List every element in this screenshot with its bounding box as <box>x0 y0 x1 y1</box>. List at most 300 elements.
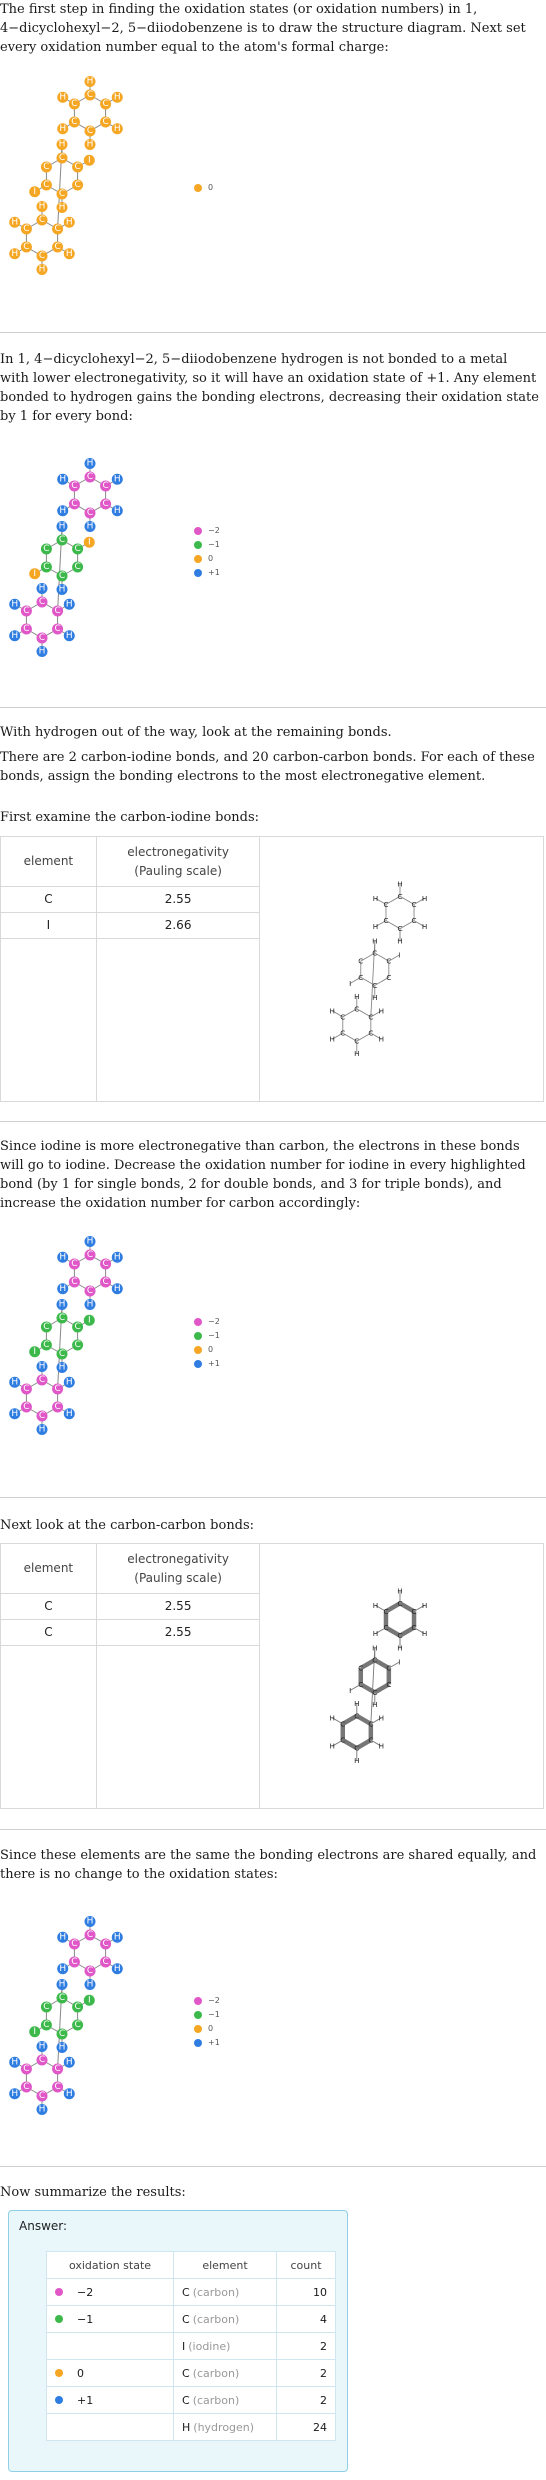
header-element: element <box>1 837 97 887</box>
atom <box>72 1322 83 1333</box>
ci-element: C <box>1 887 97 913</box>
atom-label: H <box>329 1713 336 1723</box>
svg-text:H: H <box>65 599 73 610</box>
atom <box>41 1322 52 1333</box>
legend-dot-minus1 <box>194 1332 202 1340</box>
structure-diagram-initial <box>0 58 160 308</box>
atom <box>9 599 20 610</box>
atom <box>64 1377 75 1388</box>
element-symbol: C <box>182 2285 190 2299</box>
svg-text:C: C <box>38 597 46 607</box>
electronegativity-table-ci <box>0 836 544 1102</box>
remaining-text-2: There are 2 carbon-iodine bonds, and 20 carbon-carbon bonds. For each of these bonds, assign the bonding electrons to the most electronegative element. <box>0 750 535 784</box>
atom <box>57 2042 68 2053</box>
atom-label: H <box>354 992 360 1002</box>
answer-state <box>47 2360 174 2387</box>
svg-text:C: C <box>58 1349 66 1359</box>
svg-text:H: H <box>86 1299 94 1310</box>
atom-label: C <box>397 891 403 901</box>
answer-row <box>47 2333 336 2360</box>
hydrogen-text: In 1, 4−dicyclohexyl−2, 5−diiodobenzene hydrogen is not bonded to a metal with lower electronegativity, so it will have an oxidation state of +1. Any element bonded to hydrogen gains the bonding electrons, decreasing their oxidation state by 1 for every bond: <box>0 352 539 424</box>
svg-text:C: C <box>71 481 78 491</box>
atom <box>69 1957 80 1968</box>
atom <box>21 2082 32 2093</box>
answer-title: Answer: <box>19 2219 68 2233</box>
answer-box <box>8 2210 348 2472</box>
svg-text:H: H <box>65 2088 73 2099</box>
state-dot <box>55 2396 63 2404</box>
atom <box>57 139 68 150</box>
legend-label: −1 <box>208 2010 220 2019</box>
svg-text:H: H <box>113 1252 121 1263</box>
svg-text:C: C <box>23 1402 30 1412</box>
svg-text:C: C <box>54 1384 61 1394</box>
atom <box>57 1979 68 1990</box>
atom <box>112 123 123 134</box>
answer-state <box>47 2333 174 2360</box>
element-name: (hydrogen) <box>193 2420 255 2434</box>
svg-text:H: H <box>11 217 19 228</box>
atom-label: C <box>383 1606 389 1616</box>
atom <box>69 1259 80 1270</box>
atom <box>84 1315 95 1326</box>
answer-row <box>47 2414 336 2441</box>
atom <box>57 1252 68 1263</box>
atom <box>57 474 68 485</box>
answer-row <box>47 2279 336 2306</box>
atom-label: C <box>354 1743 360 1753</box>
atom <box>72 180 83 191</box>
atom <box>100 1277 111 1288</box>
svg-text:H: H <box>11 630 19 641</box>
atom <box>64 248 75 259</box>
svg-text:H: H <box>11 1408 19 1419</box>
svg-text:C: C <box>43 2020 50 2030</box>
atom <box>57 1299 68 1310</box>
svg-text:C: C <box>71 1957 78 1967</box>
atom <box>52 242 63 253</box>
atom <box>57 1349 68 1360</box>
svg-text:H: H <box>59 1932 67 1943</box>
atom <box>29 1346 40 1357</box>
answer-element <box>174 2333 277 2360</box>
svg-text:C: C <box>54 2064 61 2074</box>
svg-text:I: I <box>33 2026 37 2037</box>
svg-text:C: C <box>86 126 94 136</box>
svg-text:C: C <box>54 242 61 252</box>
svg-text:H: H <box>11 248 19 259</box>
intro-text: The first step in finding the oxidation states (or oxidation numbers) in 1, 4−dicyclohexyl−2, 5−diiodobenzene is to draw the structure diagram. Next set every oxidation number equal to the atom's formal charge: <box>0 2 526 55</box>
atom <box>57 1993 68 2004</box>
atom <box>85 472 96 483</box>
state-dot <box>55 2288 63 2296</box>
ci-intro-text: First examine the carbon-iodine bonds: <box>0 810 260 825</box>
atom <box>57 1283 68 1294</box>
svg-text:C: C <box>58 189 66 199</box>
atom <box>85 1236 96 1247</box>
svg-text:C: C <box>102 1939 109 1949</box>
answer-state <box>47 2279 174 2306</box>
atom <box>52 2082 63 2093</box>
atom <box>85 1930 96 1941</box>
cc-value: 2.55 <box>96 1620 260 1646</box>
atom <box>9 1408 20 1419</box>
header-element: element <box>174 2252 277 2279</box>
svg-text:C: C <box>43 162 50 172</box>
state-value: −1 <box>77 2312 94 2326</box>
atom <box>9 2057 20 2068</box>
svg-text:C: C <box>58 535 66 545</box>
answer-state <box>47 2306 174 2333</box>
atom <box>57 189 68 200</box>
divider <box>0 1497 546 1498</box>
element-symbol: C <box>182 2312 190 2326</box>
atom <box>112 1932 123 1943</box>
svg-text:H: H <box>65 630 73 641</box>
answer-count: 2 <box>277 2360 336 2387</box>
legend-label: −2 <box>208 1996 220 2005</box>
svg-text:C: C <box>23 606 30 616</box>
svg-text:H: H <box>65 217 73 228</box>
ci-value: 2.66 <box>96 913 260 939</box>
atom <box>100 1259 111 1270</box>
atom <box>21 1402 32 1413</box>
state-dot <box>55 2369 63 2377</box>
atom <box>69 117 80 128</box>
legend-dot-plus1 <box>194 1360 202 1368</box>
svg-text:C: C <box>54 606 61 616</box>
svg-text:C: C <box>71 99 78 109</box>
svg-text:C: C <box>102 99 109 109</box>
state-value: 0 <box>77 2366 84 2380</box>
atom-label: C <box>354 1711 360 1721</box>
element-name: (carbon) <box>192 2366 240 2380</box>
atom <box>21 2064 32 2075</box>
svg-text:C: C <box>71 117 78 127</box>
answer-row <box>47 2306 336 2333</box>
atom-label: C <box>386 1663 392 1673</box>
svg-text:C: C <box>71 1939 78 1949</box>
atom <box>72 1340 83 1351</box>
svg-text:I: I <box>87 1995 91 2006</box>
atom <box>69 481 80 492</box>
element-name: (carbon) <box>192 2312 240 2326</box>
atom <box>37 2091 48 2102</box>
atom <box>72 544 83 555</box>
legend-iodine <box>194 1315 220 1371</box>
svg-text:H: H <box>65 1408 73 1419</box>
svg-text:C: C <box>23 224 30 234</box>
structure-diagram-cc <box>310 1558 490 1798</box>
svg-text:C: C <box>43 1340 50 1350</box>
atom-label: H <box>422 893 428 903</box>
svg-text:H: H <box>86 1236 94 1247</box>
svg-text:C: C <box>74 1340 81 1350</box>
element-name: (carbon) <box>192 2285 240 2299</box>
svg-text:C: C <box>58 153 66 163</box>
atom <box>9 2088 20 2099</box>
legend-label: 0 <box>208 1345 214 1354</box>
atom-label: C <box>368 1028 374 1038</box>
atom-label: H <box>329 1034 336 1044</box>
svg-text:C: C <box>38 215 46 225</box>
atom <box>37 2041 48 2052</box>
svg-text:H: H <box>59 505 67 516</box>
atom <box>84 1995 95 2006</box>
svg-text:H: H <box>86 76 94 87</box>
atom-label: H <box>422 1629 428 1639</box>
svg-text:C: C <box>54 2082 61 2092</box>
atom <box>69 1939 80 1950</box>
atom <box>64 1408 75 1419</box>
answer-count: 24 <box>277 2414 336 2441</box>
svg-text:H: H <box>11 1377 19 1388</box>
atom <box>37 2055 48 2066</box>
atom <box>37 251 48 262</box>
atom-label: C <box>340 1735 346 1745</box>
atom-label: C <box>411 899 417 909</box>
answer-state <box>47 2387 174 2414</box>
svg-text:H: H <box>38 1361 46 1372</box>
atom <box>41 1340 52 1351</box>
answer-count: 10 <box>277 2279 336 2306</box>
atom <box>37 2104 48 2115</box>
atom-label: H <box>397 879 404 889</box>
svg-text:H: H <box>86 1916 94 1927</box>
svg-text:H: H <box>113 1963 121 1974</box>
atom-label: C <box>372 948 378 958</box>
cc-bond-diagram-cell <box>260 1544 544 1809</box>
atom-label: H <box>354 1699 360 1709</box>
svg-text:H: H <box>38 2041 46 2052</box>
atom <box>100 1939 111 1950</box>
atom-label: H <box>329 1741 336 1751</box>
header-electronegativity: electronegativity (Pauling scale) <box>96 1544 260 1594</box>
atom <box>57 153 68 164</box>
svg-text:H: H <box>113 123 121 134</box>
atom <box>85 521 96 532</box>
svg-text:H: H <box>58 584 66 595</box>
svg-text:C: C <box>58 1313 66 1323</box>
atom <box>72 562 83 573</box>
atom-label: C <box>411 916 417 926</box>
legend-label-0: 0 <box>208 183 214 192</box>
atom <box>37 583 48 594</box>
atom <box>64 2088 75 2099</box>
atom <box>85 126 96 137</box>
svg-text:H: H <box>65 2057 73 2068</box>
svg-text:C: C <box>71 1277 78 1287</box>
electronegativity-table-cc <box>0 1543 544 1809</box>
ci-value: 2.55 <box>96 887 260 913</box>
divider <box>0 1829 546 1830</box>
cc-element: C <box>1 1620 97 1646</box>
svg-text:C: C <box>74 180 81 190</box>
atom <box>41 2020 52 2031</box>
atom-label: C <box>358 956 364 966</box>
legend-label: +1 <box>208 1359 220 1368</box>
svg-text:C: C <box>74 2020 81 2030</box>
legend-dot-0 <box>194 184 202 192</box>
summary-intro: Now summarize the results: <box>0 2185 186 2200</box>
svg-text:H: H <box>65 1377 73 1388</box>
atom <box>112 474 123 485</box>
divider <box>0 707 546 708</box>
atom-label: C <box>397 1598 403 1608</box>
atom <box>52 606 63 617</box>
atom <box>100 99 111 110</box>
atom-label: H <box>354 1755 360 1765</box>
atom-label: I <box>349 978 352 988</box>
atom <box>64 630 75 641</box>
atom <box>85 1299 96 1310</box>
legend-dot-minus1 <box>194 2011 202 2019</box>
svg-text:I: I <box>87 155 91 166</box>
svg-text:C: C <box>38 251 46 261</box>
atom <box>85 508 96 519</box>
svg-text:H: H <box>65 248 73 259</box>
atom <box>52 2064 63 2075</box>
atom <box>37 264 48 275</box>
structure-diagram-iodine <box>0 1218 170 1468</box>
atom <box>100 1957 111 1968</box>
atom <box>52 1402 63 1413</box>
legend-dot-minus1 <box>194 541 202 549</box>
atom <box>57 535 68 546</box>
svg-text:C: C <box>43 2002 50 2012</box>
legend-dot-minus2 <box>194 1318 202 1326</box>
element-symbol: I <box>182 2339 186 2353</box>
atom-label: H <box>373 922 379 932</box>
answer-table <box>46 2251 336 2441</box>
atom-label: I <box>398 1657 401 1667</box>
svg-text:C: C <box>58 2029 66 2039</box>
svg-text:H: H <box>59 474 67 485</box>
ci-element: I <box>1 913 97 939</box>
atom <box>52 624 63 635</box>
atom <box>85 1286 96 1297</box>
divider <box>0 2166 546 2167</box>
atom <box>85 90 96 101</box>
svg-text:C: C <box>86 508 94 518</box>
svg-text:C: C <box>102 1957 109 1967</box>
atom-label: H <box>373 893 379 903</box>
atom <box>57 1963 68 1974</box>
atom-label: C <box>411 1623 417 1633</box>
atom <box>52 224 63 235</box>
svg-text:C: C <box>43 1322 50 1332</box>
legend-initial <box>194 181 213 195</box>
atom-label: H <box>379 1713 385 1723</box>
svg-text:H: H <box>58 1979 66 1990</box>
atom-label: C <box>383 899 389 909</box>
atom <box>112 1283 123 1294</box>
atom-label: I <box>398 950 401 960</box>
atom-label: H <box>372 993 378 1003</box>
atom <box>85 1250 96 1261</box>
svg-text:C: C <box>23 624 30 634</box>
iodine-text: Since iodine is more electronegative than carbon, the electrons in these bonds will go to iodine. Decrease the oxidation number for iodine in every highlighted bond (by 1 for single bonds, 2 for double bonds, and 3 for triple bonds), and increase the oxidation number for carbon accordingly: <box>0 1139 526 1211</box>
state-value: +1 <box>77 2393 94 2407</box>
atom <box>112 1252 123 1263</box>
atom <box>57 92 68 103</box>
svg-text:C: C <box>38 2091 46 2101</box>
legend-dot-minus2 <box>194 1997 202 2005</box>
atom-label: H <box>373 1629 379 1639</box>
legend-label: 0 <box>208 2024 214 2033</box>
atom <box>9 217 20 228</box>
svg-text:C: C <box>102 481 109 491</box>
atom <box>64 217 75 228</box>
atom-label: H <box>372 1700 378 1710</box>
legend-label: +1 <box>208 568 220 577</box>
element-symbol: C <box>182 2366 190 2380</box>
answer-element <box>174 2387 277 2414</box>
legend-dot-0 <box>194 1346 202 1354</box>
answer-element <box>174 2279 277 2306</box>
legend-dot-plus1 <box>194 569 202 577</box>
atom <box>64 599 75 610</box>
svg-text:C: C <box>74 562 81 572</box>
atom <box>37 1375 48 1386</box>
legend-label: −1 <box>208 1331 220 1340</box>
atom <box>21 242 32 253</box>
atom-label: C <box>397 924 403 934</box>
answer-row <box>47 2360 336 2387</box>
legend-hydrogen <box>194 524 220 580</box>
svg-text:H: H <box>59 1963 67 1974</box>
shared-text: Since these elements are the same the bonding electrons are shared equally, and there is no change to the oxidation states: <box>0 1848 537 1882</box>
svg-text:C: C <box>38 2055 46 2065</box>
legend-dot-0 <box>194 555 202 563</box>
svg-text:C: C <box>86 1286 94 1296</box>
atom <box>64 2057 75 2068</box>
atom <box>69 1277 80 1288</box>
svg-text:H: H <box>58 521 66 532</box>
atom <box>112 92 123 103</box>
atom-label: H <box>372 1643 378 1653</box>
atom-label: C <box>386 956 392 966</box>
svg-text:H: H <box>38 583 46 594</box>
svg-text:H: H <box>38 264 46 275</box>
atom-label: C <box>397 1631 403 1641</box>
atom <box>72 2020 83 2031</box>
svg-text:C: C <box>23 2064 30 2074</box>
atom-label: C <box>358 1663 364 1673</box>
svg-text:C: C <box>71 1259 78 1269</box>
legend-label: −2 <box>208 526 220 535</box>
atom <box>100 117 111 128</box>
header-electronegativity: electronegativity (Pauling scale) <box>96 837 260 887</box>
svg-text:H: H <box>38 2104 46 2115</box>
svg-text:C: C <box>71 499 78 509</box>
structure-diagram-hydrogen <box>0 440 170 690</box>
svg-text:H: H <box>58 2042 66 2053</box>
atom-label: I <box>349 1685 352 1695</box>
atom <box>57 2029 68 2040</box>
svg-text:H: H <box>86 458 94 469</box>
svg-text:H: H <box>58 1362 66 1373</box>
svg-text:H: H <box>59 1252 67 1263</box>
svg-text:C: C <box>74 162 81 172</box>
atom <box>57 1932 68 1943</box>
atom <box>21 624 32 635</box>
atom <box>21 1384 32 1395</box>
svg-text:H: H <box>11 2057 19 2068</box>
atom-label: C <box>368 1012 374 1022</box>
legend-label: −2 <box>208 1317 220 1326</box>
svg-text:H: H <box>86 1979 94 1990</box>
